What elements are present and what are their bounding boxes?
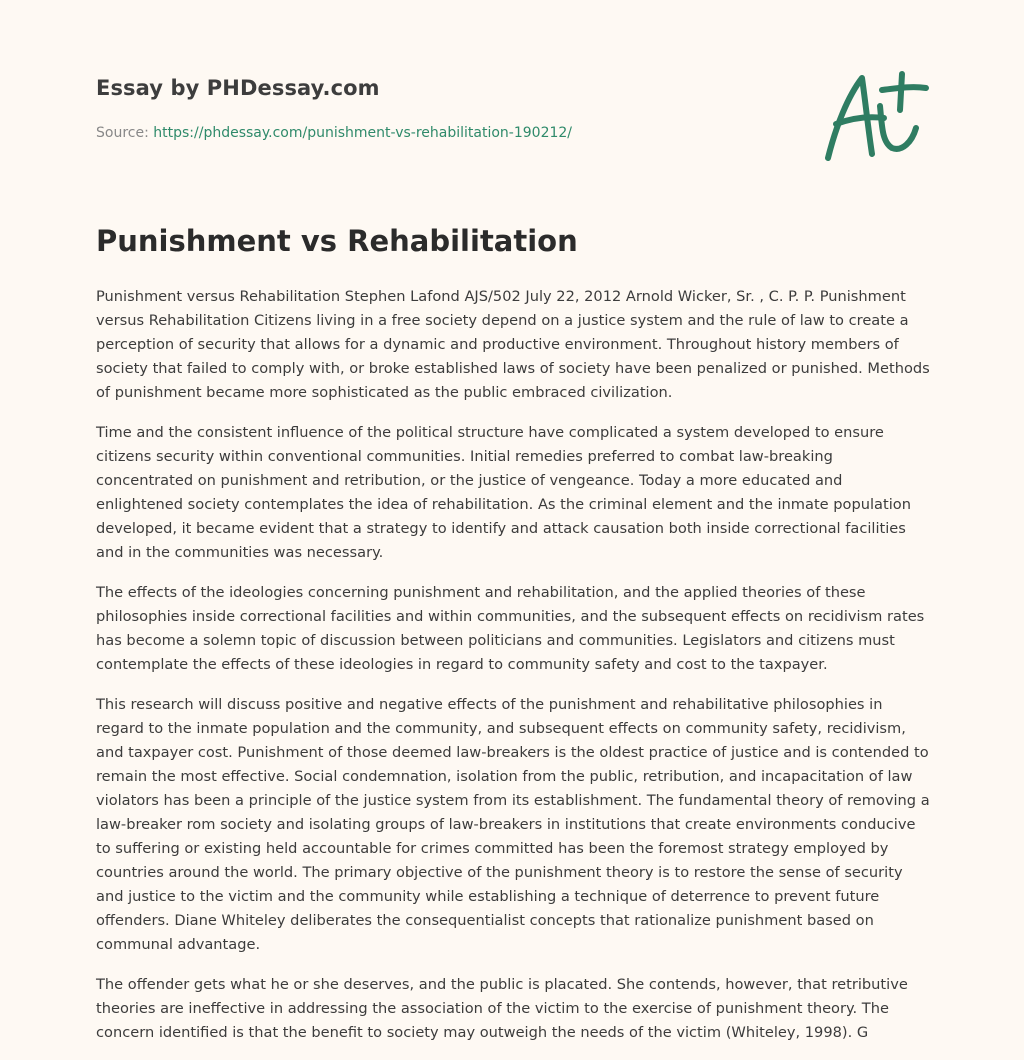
article-paragraph-5: The offender gets what he or she deserves, and the public is placated. She contends, however, that retributive theories are ineffective in addressing the association of the victim to the exercise of punishment theory. The concern identified is that the benefit to society may outweigh the needs of the victim (Whiteley, 1998). G bbox=[96, 976, 908, 1041]
article-paragraph-4: This research will discuss positive and negative effects of the punishment and rehabilitative philosophies in regard to the inmate population and the community, and subsequent effects on community safety, recidivism, and taxpayer cost. Punishment of those deemed law-breakers is the oldest practice of justice and is contended to remain the most effective. Social condemnation, isolation from the public, retribution, and incapacitation of law violators has been a principle of the justice system from its establishment. The fundamental theory of removing a law-breaker rom society and isolating groups of law-breakers in institutions that create environments conducive to suffering or existing held accountable for crimes committed has been the foremost strategy employed by countries around the world. The primary objective of the punishment theory is to restore the sense of security and justice to the victim and the community while establishing a technique of deterrence to prevent future offenders. Diane Whiteley deliberates the consequentialist concepts that rationalize punishment based on communal advantage. bbox=[96, 696, 930, 953]
a-plus-logo-icon bbox=[818, 66, 930, 166]
article-body bbox=[96, 285, 930, 1060]
source-link[interactable]: https://phdessay.com/punishment-vs-rehabilitation-190212/ bbox=[153, 125, 573, 141]
source-label: Source: bbox=[96, 125, 154, 141]
article-paragraph-2: Time and the consistent influence of the political structure have complicated a system developed to ensure citizens security within conventional communities. Initial remedies preferred to combat law-breaking concentrated on punishment and retribution, or the justice of vengeance. Today a more educated and enlightened society contemplates the idea of rehabilitation. As the criminal element and the inmate population developed, it became evident that a strategy to identify and attack causation both inside correctional facilities and in the communities was necessary. bbox=[96, 424, 911, 561]
source-line bbox=[96, 125, 572, 141]
site-brand: Essay by PHDessay.com bbox=[96, 76, 380, 100]
article-title: Punishment vs Rehabilitation bbox=[96, 224, 578, 258]
article-paragraph-3: The effects of the ideologies concerning punishment and rehabilitation, and the applied theories of these philosophies inside correctional facilities and within communities, and the subsequent effects on recidivism rates has become a solemn topic of discussion between politicians and communities. Legislators and citizens must contemplate the effects of these ideologies in regard to community safety and cost to the taxpayer. bbox=[96, 584, 925, 673]
article-paragraph-1: Punishment versus Rehabilitation Stephen Lafond AJS/502 July 22, 2012 Arnold Wicker, Sr. , C. P. P. Punishment versus Rehabilitation Citizens living in a free society depend on a justice system and the rule of law to create a perception of security that allows for a dynamic and productive environment. Throughout history members of society that failed to comply with, or broke established laws of society have been penalized or punished. Methods of punishment became more sophisticated as the public embraced civilization. bbox=[96, 288, 930, 401]
